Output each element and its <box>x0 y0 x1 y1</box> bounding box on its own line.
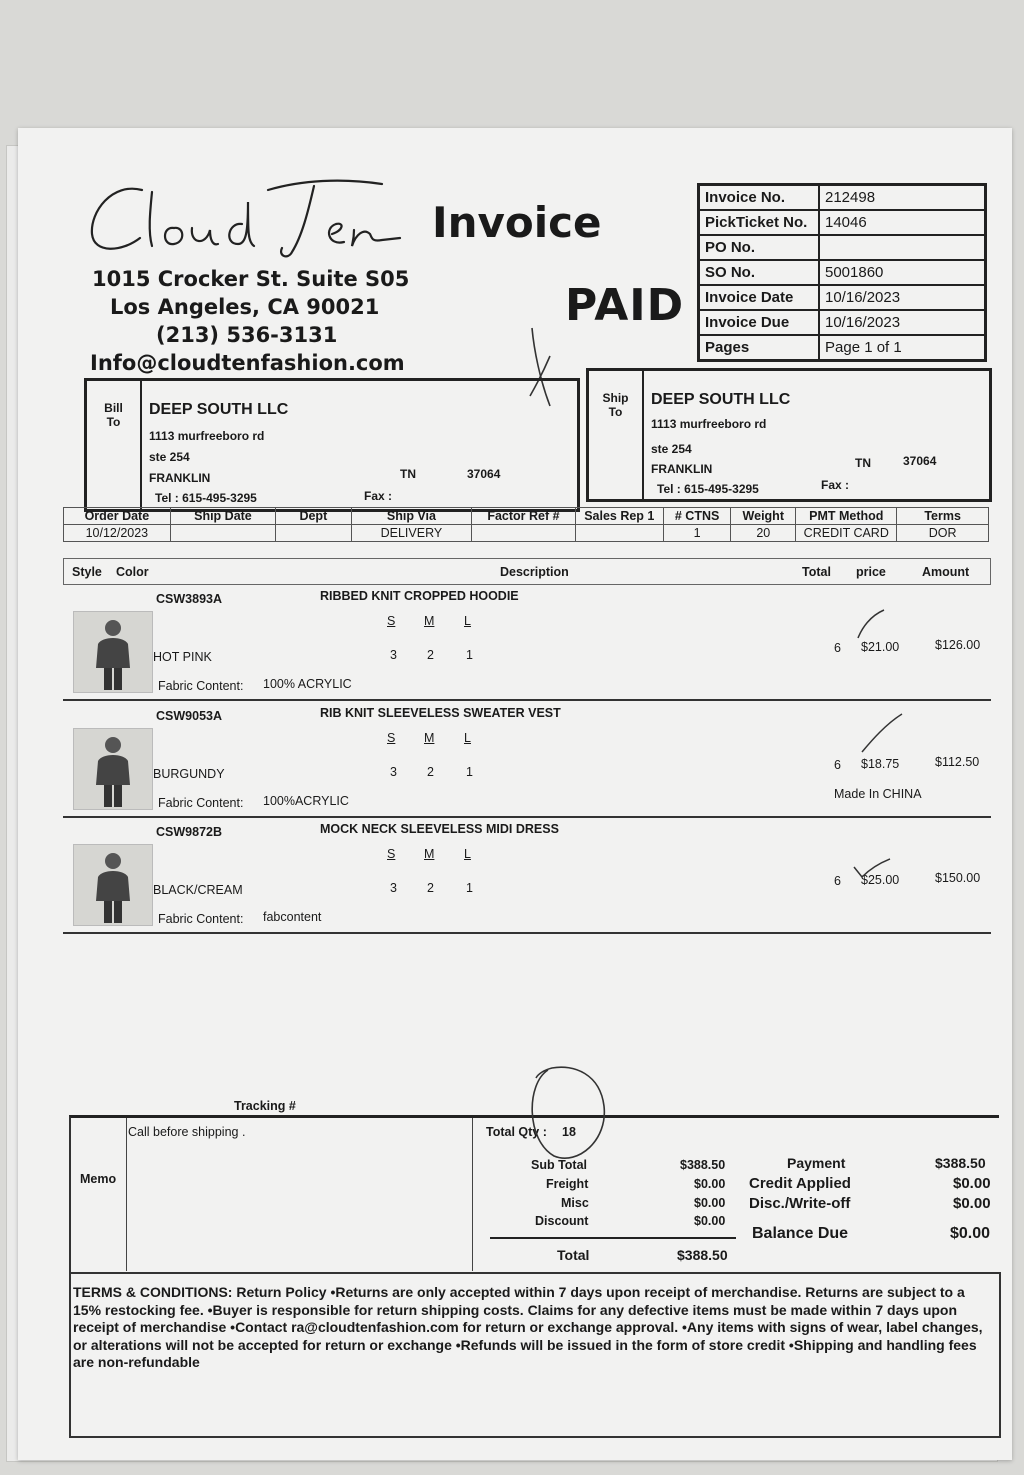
subtotal-label: Sub Total <box>531 1158 588 1172</box>
size-qty: 3 <box>390 881 397 895</box>
order-header-cell: Weight <box>731 508 796 525</box>
bill-to-city: FRANKLIN <box>149 471 211 485</box>
col-description: Description <box>500 565 569 579</box>
memo-label: Memo <box>80 1172 117 1186</box>
item-price: $18.75 <box>861 757 900 771</box>
subtotal-value: $388.50 <box>680 1158 726 1172</box>
order-value-cell: 20 <box>731 525 796 542</box>
invoice-info-value: 14046 <box>819 210 986 235</box>
col-color: Color <box>116 565 149 579</box>
bill-label-line2: To <box>106 415 121 429</box>
order-value-cell: DOR <box>897 525 989 542</box>
item-amount: $112.50 <box>935 755 980 769</box>
ship-to-suite: ste 254 <box>651 442 692 456</box>
size-qty: 1 <box>466 648 473 662</box>
fabric-label: Fabric Content: <box>158 679 244 693</box>
company-email: Info@cloudtenfashion.com <box>90 351 405 375</box>
invoice-info-row <box>699 310 986 335</box>
size-qty: 2 <box>427 765 434 779</box>
line-item-row <box>63 703 991 818</box>
company-phone: (213) 536-3131 <box>156 323 338 347</box>
company-address-line1: 1015 Crocker St. Suite S05 <box>92 267 410 291</box>
order-value-cell <box>472 525 575 542</box>
invoice-info-row <box>699 260 986 285</box>
item-price: $21.00 <box>861 640 900 654</box>
invoice-info-row <box>699 185 986 211</box>
invoice-info-table <box>697 183 987 362</box>
total-qty-value: 18 <box>562 1125 576 1139</box>
size-qty: 1 <box>466 881 473 895</box>
item-color: BLACK/CREAM <box>153 883 243 897</box>
item-description: RIB KNIT SLEEVELESS SWEATER VEST <box>320 706 561 720</box>
bill-to-suite: ste 254 <box>149 450 190 464</box>
misc-value: $0.00 <box>694 1196 726 1210</box>
misc-label: Misc <box>561 1196 589 1210</box>
fabric-label: Fabric Content: <box>158 796 244 810</box>
freight-value: $0.00 <box>694 1177 726 1191</box>
size-label: M <box>424 614 435 628</box>
order-details-table <box>63 507 989 542</box>
size-label: S <box>387 614 396 628</box>
col-price: price <box>856 565 886 579</box>
credit-applied-value: $0.00 <box>953 1175 991 1192</box>
invoice-info-value: 5001860 <box>819 260 986 285</box>
size-label: S <box>387 731 396 745</box>
order-header-cell: Ship Date <box>170 508 275 525</box>
item-total-qty: 6 <box>834 874 841 888</box>
ship-to-zip: 37064 <box>903 454 937 468</box>
ship-to-name: DEEP SOUTH LLC <box>651 391 791 408</box>
total-label: Total <box>557 1247 590 1263</box>
order-value-cell: 1 <box>663 525 730 542</box>
discount-value: $0.00 <box>694 1214 726 1228</box>
bill-to-name: DEEP SOUTH LLC <box>149 401 289 418</box>
payment-label: Payment <box>787 1155 846 1171</box>
product-photo <box>73 844 153 926</box>
bill-to-state: TN <box>400 467 416 481</box>
invoice-info-label: PickTicket No. <box>699 210 820 235</box>
order-header-cell: # CTNS <box>663 508 730 525</box>
ship-label-line2: To <box>608 405 623 419</box>
item-color: HOT PINK <box>153 650 212 664</box>
cloud-ten-logo <box>82 172 402 262</box>
ship-to-fax: Fax : <box>821 478 850 492</box>
invoice-info-label: SO No. <box>699 260 820 285</box>
disc-writeoff-label: Disc./Write-off <box>749 1195 851 1212</box>
company-address-line2: Los Angeles, CA 90021 <box>110 295 380 319</box>
bill-to-label <box>87 381 142 509</box>
size-label: S <box>387 847 396 861</box>
invoice-info-row <box>699 210 986 235</box>
item-description: RIBBED KNIT CROPPED HOODIE <box>320 589 519 603</box>
line-item-row <box>63 586 991 701</box>
total-qty-label: Total Qty : <box>486 1125 547 1139</box>
balance-due-value: $0.00 <box>950 1225 991 1242</box>
item-price: $25.00 <box>861 873 900 887</box>
invoice-info-value: Page 1 of 1 <box>819 335 986 361</box>
item-color: BURGUNDY <box>153 767 225 781</box>
order-header-cell: Dept <box>276 508 351 525</box>
invoice-info-row <box>699 285 986 310</box>
invoice-info-label: Invoice No. <box>699 185 820 211</box>
item-style: CSW9872B <box>156 825 222 839</box>
invoice-info-value: 10/16/2023 <box>819 285 986 310</box>
item-style: CSW9053A <box>156 709 222 723</box>
fabric-label: Fabric Content: <box>158 912 244 926</box>
ship-to-street: 1113 murfreeboro rd <box>651 417 767 431</box>
size-label: L <box>464 731 471 745</box>
size-label: M <box>424 847 435 861</box>
order-value-cell <box>170 525 275 542</box>
col-amount: Amount <box>922 565 970 579</box>
line-item-row <box>63 819 991 934</box>
col-style: Style <box>72 565 102 579</box>
row-divider <box>63 932 991 934</box>
ship-to-city: FRANKLIN <box>651 462 713 476</box>
credit-applied-label: Credit Applied <box>749 1175 851 1192</box>
item-amount: $150.00 <box>935 871 981 885</box>
size-qty: 1 <box>466 765 473 779</box>
order-header-cell: Terms <box>897 508 989 525</box>
item-amount: $126.00 <box>935 638 981 652</box>
item-total-qty: 6 <box>834 641 841 655</box>
size-qty: 2 <box>427 648 434 662</box>
document-title: Invoice <box>432 198 602 247</box>
fabric-content: 100% ACRYLIC <box>263 677 352 691</box>
item-style: CSW3893A <box>156 592 222 606</box>
total-value: $388.50 <box>677 1247 728 1263</box>
ship-to-state: TN <box>855 456 871 470</box>
invoice-info-label: PO No. <box>699 235 820 260</box>
order-value-cell <box>575 525 663 542</box>
balance-due-label: Balance Due <box>752 1225 849 1242</box>
size-qty: 2 <box>427 881 434 895</box>
total-rule <box>490 1237 736 1239</box>
row-divider <box>63 816 991 818</box>
order-header-cell: Ship Via <box>351 508 472 525</box>
product-photo <box>73 611 153 693</box>
size-label: L <box>464 847 471 861</box>
disc-writeoff-value: $0.00 <box>953 1195 991 1212</box>
order-value-cell <box>276 525 351 542</box>
invoice-info-value <box>819 235 986 260</box>
memo-divider <box>126 1118 127 1271</box>
order-header-cell: PMT Method <box>796 508 897 525</box>
order-header-cell: Factor Ref # <box>472 508 575 525</box>
order-header-cell: Order Date <box>64 508 171 525</box>
item-total-qty: 6 <box>834 758 841 772</box>
fabric-content: 100%ACRYLIC <box>263 794 349 808</box>
invoice-info-value: 10/16/2023 <box>819 310 986 335</box>
invoice-info-value: 212498 <box>819 185 986 211</box>
bill-label-line1: Bill <box>104 401 123 415</box>
col-total: Total <box>802 565 831 579</box>
row-divider <box>63 699 991 701</box>
order-value-cell: CREDIT CARD <box>796 525 897 542</box>
product-photo <box>73 728 153 810</box>
size-qty: 3 <box>390 765 397 779</box>
bill-to-zip: 37064 <box>467 467 501 481</box>
discount-label: Discount <box>535 1214 589 1228</box>
invoice-info-row <box>699 335 986 361</box>
invoice-info-label: Invoice Date <box>699 285 820 310</box>
tracking-label: Tracking # <box>234 1099 296 1113</box>
company-address-block <box>90 265 409 377</box>
invoice-info-label: Pages <box>699 335 820 361</box>
item-description: MOCK NECK SLEEVELESS MIDI DRESS <box>320 822 559 836</box>
freight-label: Freight <box>546 1177 589 1191</box>
order-value-cell: 10/12/2023 <box>64 525 171 542</box>
order-value-cell: DELIVERY <box>351 525 472 542</box>
ship-to-label <box>589 371 644 499</box>
memo-right-divider <box>472 1118 473 1271</box>
terms-and-conditions: TERMS & CONDITIONS: Return Policy •Returns are only accepted within 7 days upon receipt of merchandise. Returns are subject to a 15% restocking fee. •Buyer is responsible for return shipping costs. Claims for any defective items must be made within 7 days upon receipt of merchandise •Contact ra@cloudtenfashion.com for return or exchange approval. •Any items with signs of wear, label changes, or alterations will not be accepted for return or exchange •Refunds will be issued in the form of store credit •Shipping and handling fees are non-refundable <box>73 1284 983 1370</box>
ship-label-line1: Ship <box>602 391 629 405</box>
items-column-header <box>63 558 991 585</box>
ship-to-tel: Tel : 615-495-3295 <box>657 482 759 496</box>
size-label: M <box>424 731 435 745</box>
invoice-info-label: Invoice Due <box>699 310 820 335</box>
bill-to-street: 1113 murfreeboro rd <box>149 429 265 443</box>
fabric-content: fabcontent <box>263 910 322 924</box>
memo-text: Call before shipping . <box>128 1125 246 1139</box>
origin-note: Made In CHINA <box>834 787 922 801</box>
payment-value: $388.50 <box>935 1155 986 1171</box>
bill-to-box <box>84 378 580 512</box>
invoice-info-row <box>699 235 986 260</box>
size-label: L <box>464 614 471 628</box>
paid-stamp: PAID <box>565 280 685 331</box>
size-qty: 3 <box>390 648 397 662</box>
ship-to-box <box>586 368 992 502</box>
bill-to-tel: Tel : 615-495-3295 <box>155 491 257 505</box>
order-header-cell: Sales Rep 1 <box>575 508 663 525</box>
bill-to-fax: Fax : <box>364 489 393 503</box>
